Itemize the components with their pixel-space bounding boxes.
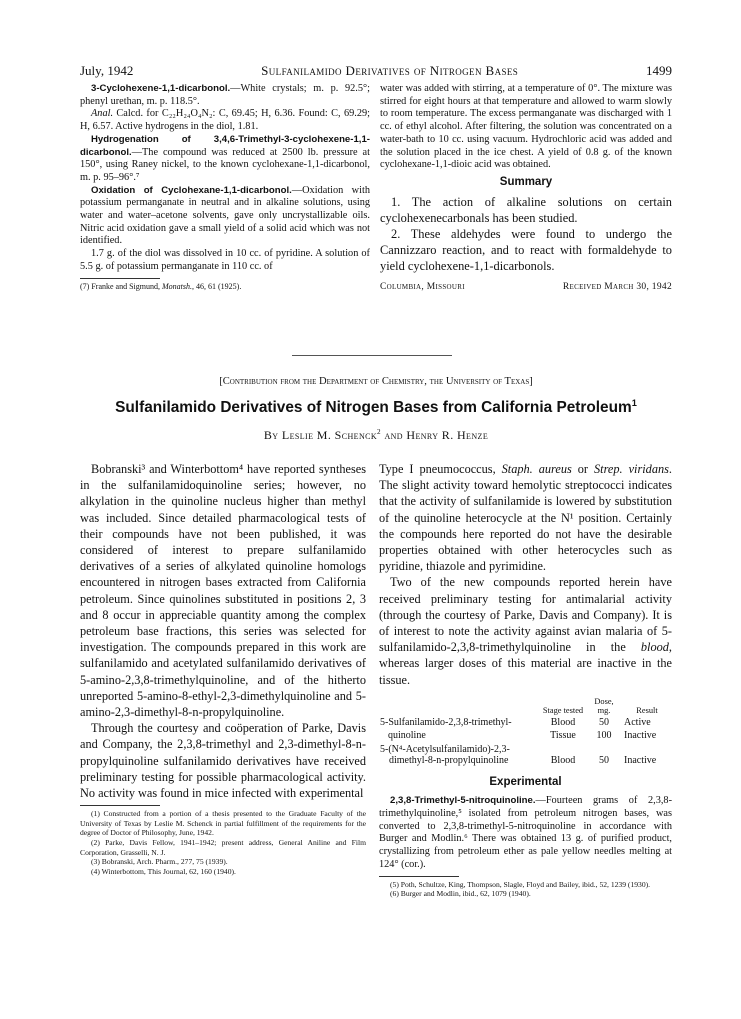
paragraph: Hydrogenation of 3,4,6-Trimethyl-3-cyclohexene-1,1-dicarbonol.—The compound was reduced at 2500 lb. pressure at 150°, using Raney nickel, to the known cyclohexane-1,1-dicarbonol, m. p. 95–96°.⁷	[80, 133, 370, 183]
table-header	[379, 696, 540, 716]
table-cell-dose: 50	[599, 716, 609, 728]
footnote-rule	[80, 278, 160, 279]
footnote-4: (4) Winterbottom, This Journal, 62, 160 (1940).	[91, 866, 236, 876]
footnote-6: (6) Burger and Modlin, ibid., 62, 1079 (1940).	[390, 889, 531, 899]
author-1: Leslie M. Schenck	[281, 428, 378, 442]
page-number: 1499	[646, 63, 672, 78]
table-header: Result	[636, 705, 658, 715]
footnote-1: (1) Constructed from a portion of a thesis presented to the Graduate Faculty of the University of Texas by Leslie M. Schenck in partial fulfillment of the requirements for the degree of Doctor of Philosophy, June, 1942.	[80, 809, 366, 838]
activity-table	[379, 696, 672, 768]
experimental-heading: Experimental	[489, 775, 562, 788]
article-title: Sulfanilamido Derivatives of Nitrogen Bases from California Petroleum$^1$	[115, 398, 637, 417]
place: Columbia, Missouri	[380, 281, 465, 292]
table-cell-result: Inactive	[624, 730, 657, 742]
author-2: Henry R. Henze	[406, 428, 489, 442]
affiliation-line	[380, 281, 672, 294]
table-cell-stage: Blood	[550, 716, 576, 728]
table-cell-compound: 5-Sulfanilamido-2,3,8-trimethyl-	[380, 716, 512, 728]
summary-heading: Summary	[499, 175, 553, 188]
table-header-row	[379, 696, 672, 716]
table-cell-compound: quinoline	[388, 730, 426, 742]
prev-article-left-column	[80, 83, 370, 292]
table-cell-result: Active	[624, 716, 651, 728]
table-row	[379, 729, 672, 743]
summary-item-2: 2. These aldehydes were found to undergo the Cannizzaro reaction, and to react with formaldehyde to yield cyclohexene-1,1-dicarbonols.	[380, 227, 672, 274]
issue-date: July, 1942	[80, 63, 134, 78]
received-date: Received March 30, 1942	[562, 281, 672, 292]
author-line: By Leslie M. Schenck$^2$ and Henry R. Henze	[263, 428, 489, 442]
table-cell-result: Inactive	[624, 755, 657, 767]
contribution-line: [Contribution from the Department of Chemistry, the University of Texas]	[219, 376, 533, 387]
running-title: Sulfanilamido Derivatives of Nitrogen Bases	[261, 63, 519, 78]
footnote-rule	[379, 876, 459, 877]
table-cell-dose: 50	[599, 755, 609, 767]
footnote-2: (2) Parke, Davis Fellow, 1941–1942; present address, General Aniline and Film Corporation, Grasselli, N. J.	[80, 838, 366, 857]
paragraph: Through the courtesy and coöperation of Parke, Davis and Company, the 2,3,8-trimethyl and 2,3-dimethyl-8-n-propylquinoline sulfanilamido derivatives have received preliminary testing for possible pharmacological activity. No activity was found in mice infected with experimental	[80, 721, 366, 801]
running-head	[80, 63, 672, 79]
table-cell-compound: 5-(N⁴-Acetylsulfanilamido)-2,3- dimethyl-8-n-propylquinoline	[380, 743, 510, 767]
paragraph: Bobranski³ and Winterbottom⁴ have reported syntheses in the sulfanilamidoquinoline series; however, no alkylation in the quinoline nucleus higher than methyl was included. Since detailed pharmacological tests of their compounds have not been published, it was considered of interest to prepare sulfanilamido derivatives of a series of alkylated quinoline homologs encountered in nitrogen bases extracted from California petroleum. Since quinolines substituted in positions 2, 3 and 8 occur in appreciable quantity among the complex petroleum base fractions, this series was selected for investigation. The compounds prepared in this work are sulfanilamido and acetylated sulfanilamido derivatives of 5-amino-2,3,8-trimethylquinoline, and of the hitherto unreported 5-amino-8-ethyl-2,3-dimethylquinoline and 5-amino-2,3-dimethyl-8-n-propylquinoline.	[80, 462, 366, 720]
table-cell-dose: 100	[596, 730, 612, 742]
footnote-7: (7) Franke and Sigmund, Monatsh., 46, 61 (1925).	[80, 281, 242, 291]
footnote-rule	[80, 805, 160, 806]
paragraph: Oxidation of Cyclohexane-1,1-dicarbonol.—Oxidation with potassium permanganate in neutral and in alkaline solutions, using water and water–acetone solvents, gave only uncrystallizable oils. Nitric acid oxidation gave a small yield of a solid acid which was not identified.	[80, 184, 370, 247]
article-right-column	[379, 461, 672, 899]
paragraph: Two of the new compounds reported herein have received preliminary testing for antimalarial activity (through the courtesy of Parke, Davis and Company). It is of interest to note the activity against avian malaria of 5-sulfanilamido-2,3,8-trimethylquinoline in the blood, whereas larger doses of this material are inactive in the tissue.	[379, 575, 672, 687]
table-row	[379, 716, 672, 730]
article-left-column	[80, 461, 366, 876]
footnote-3: (3) Bobranski, Arch. Pharm., 277, 75 (1939).	[91, 857, 228, 867]
table-cell-stage: Blood	[550, 755, 576, 767]
paragraph: Anal. Calcd. for C₂₂H₂₄O₄N₂: C, 69.45; H, 6.36. Found: C, 69.29; H, 6.57. Active hydrogens in the diol, 1.81.	[80, 108, 370, 133]
table-header: Stage tested	[542, 705, 584, 715]
paragraph: Type I pneumococcus, Staph. aureus or Strep. viridans. The slight activity toward hemolytic streptococci indicates that the activity of sulfanilamide is lowered by substitution of the quinoline heterocycle at the N¹ position. Certainly the compounds here reported do not have the desirable properties obtained with other heterocycles such as pyridine, thiazole and pyrimidine.	[379, 462, 672, 574]
paragraph: 2,3,8-Trimethyl-5-nitroquinoline.—Fourteen grams of 2,3,8-trimethylquinoline,⁵ isolated from petroleum nitrogen bases, was converted to 2,3,8-trimethyl-5-nitroquinoline in accordance with Burger and Modlin.⁶ There was obtained 13 g. of purified product, crystallizing from petroleum ether as pale yellow needles melting at 124° (cor.).	[379, 795, 672, 871]
footnote-5: (5) Poth, Schultze, King, Thompson, Slagle, Floyd and Bailey, ibid., 52, 1239 (1930).	[390, 879, 651, 889]
table-row	[379, 743, 672, 768]
prev-article-right-column	[380, 83, 672, 293]
summary-item-1: 1. The action of alkaline solutions on certain cyclohexenecarbonals has been studied.	[380, 194, 672, 225]
table-cell-stage: Tissue	[550, 730, 576, 742]
paragraph: water was added with stirring, at a temperature of 0°. The mixture was stirred for eight hours at that temperature and allowed to warm slowly to room temperature. The excess permanganate was discharged with 1 cc. of ethyl alcohol. After filtering, the solution was concentrated on a water-bath to 10 cc. using vacuum. Hydrochloric acid was added and the solution placed in the ice chest. A yield of 0.8 g. of the known cyclohexane-1,1-dioic acid was obtained.	[380, 83, 672, 171]
paragraph: 3-Cyclohexene-1,1-dicarbonol.—White crystals; m. p. 92.5°; phenyl urethan, m. p. 118.5°.	[80, 83, 370, 107]
article-separator	[292, 355, 452, 356]
paragraph: 1.7 g. of the diol was dissolved in 10 cc. of pyridine. A solution of 5.5 g. of potassium permanganate in 110 cc. of	[80, 248, 370, 272]
table-header: Dose, mg.	[594, 696, 614, 715]
